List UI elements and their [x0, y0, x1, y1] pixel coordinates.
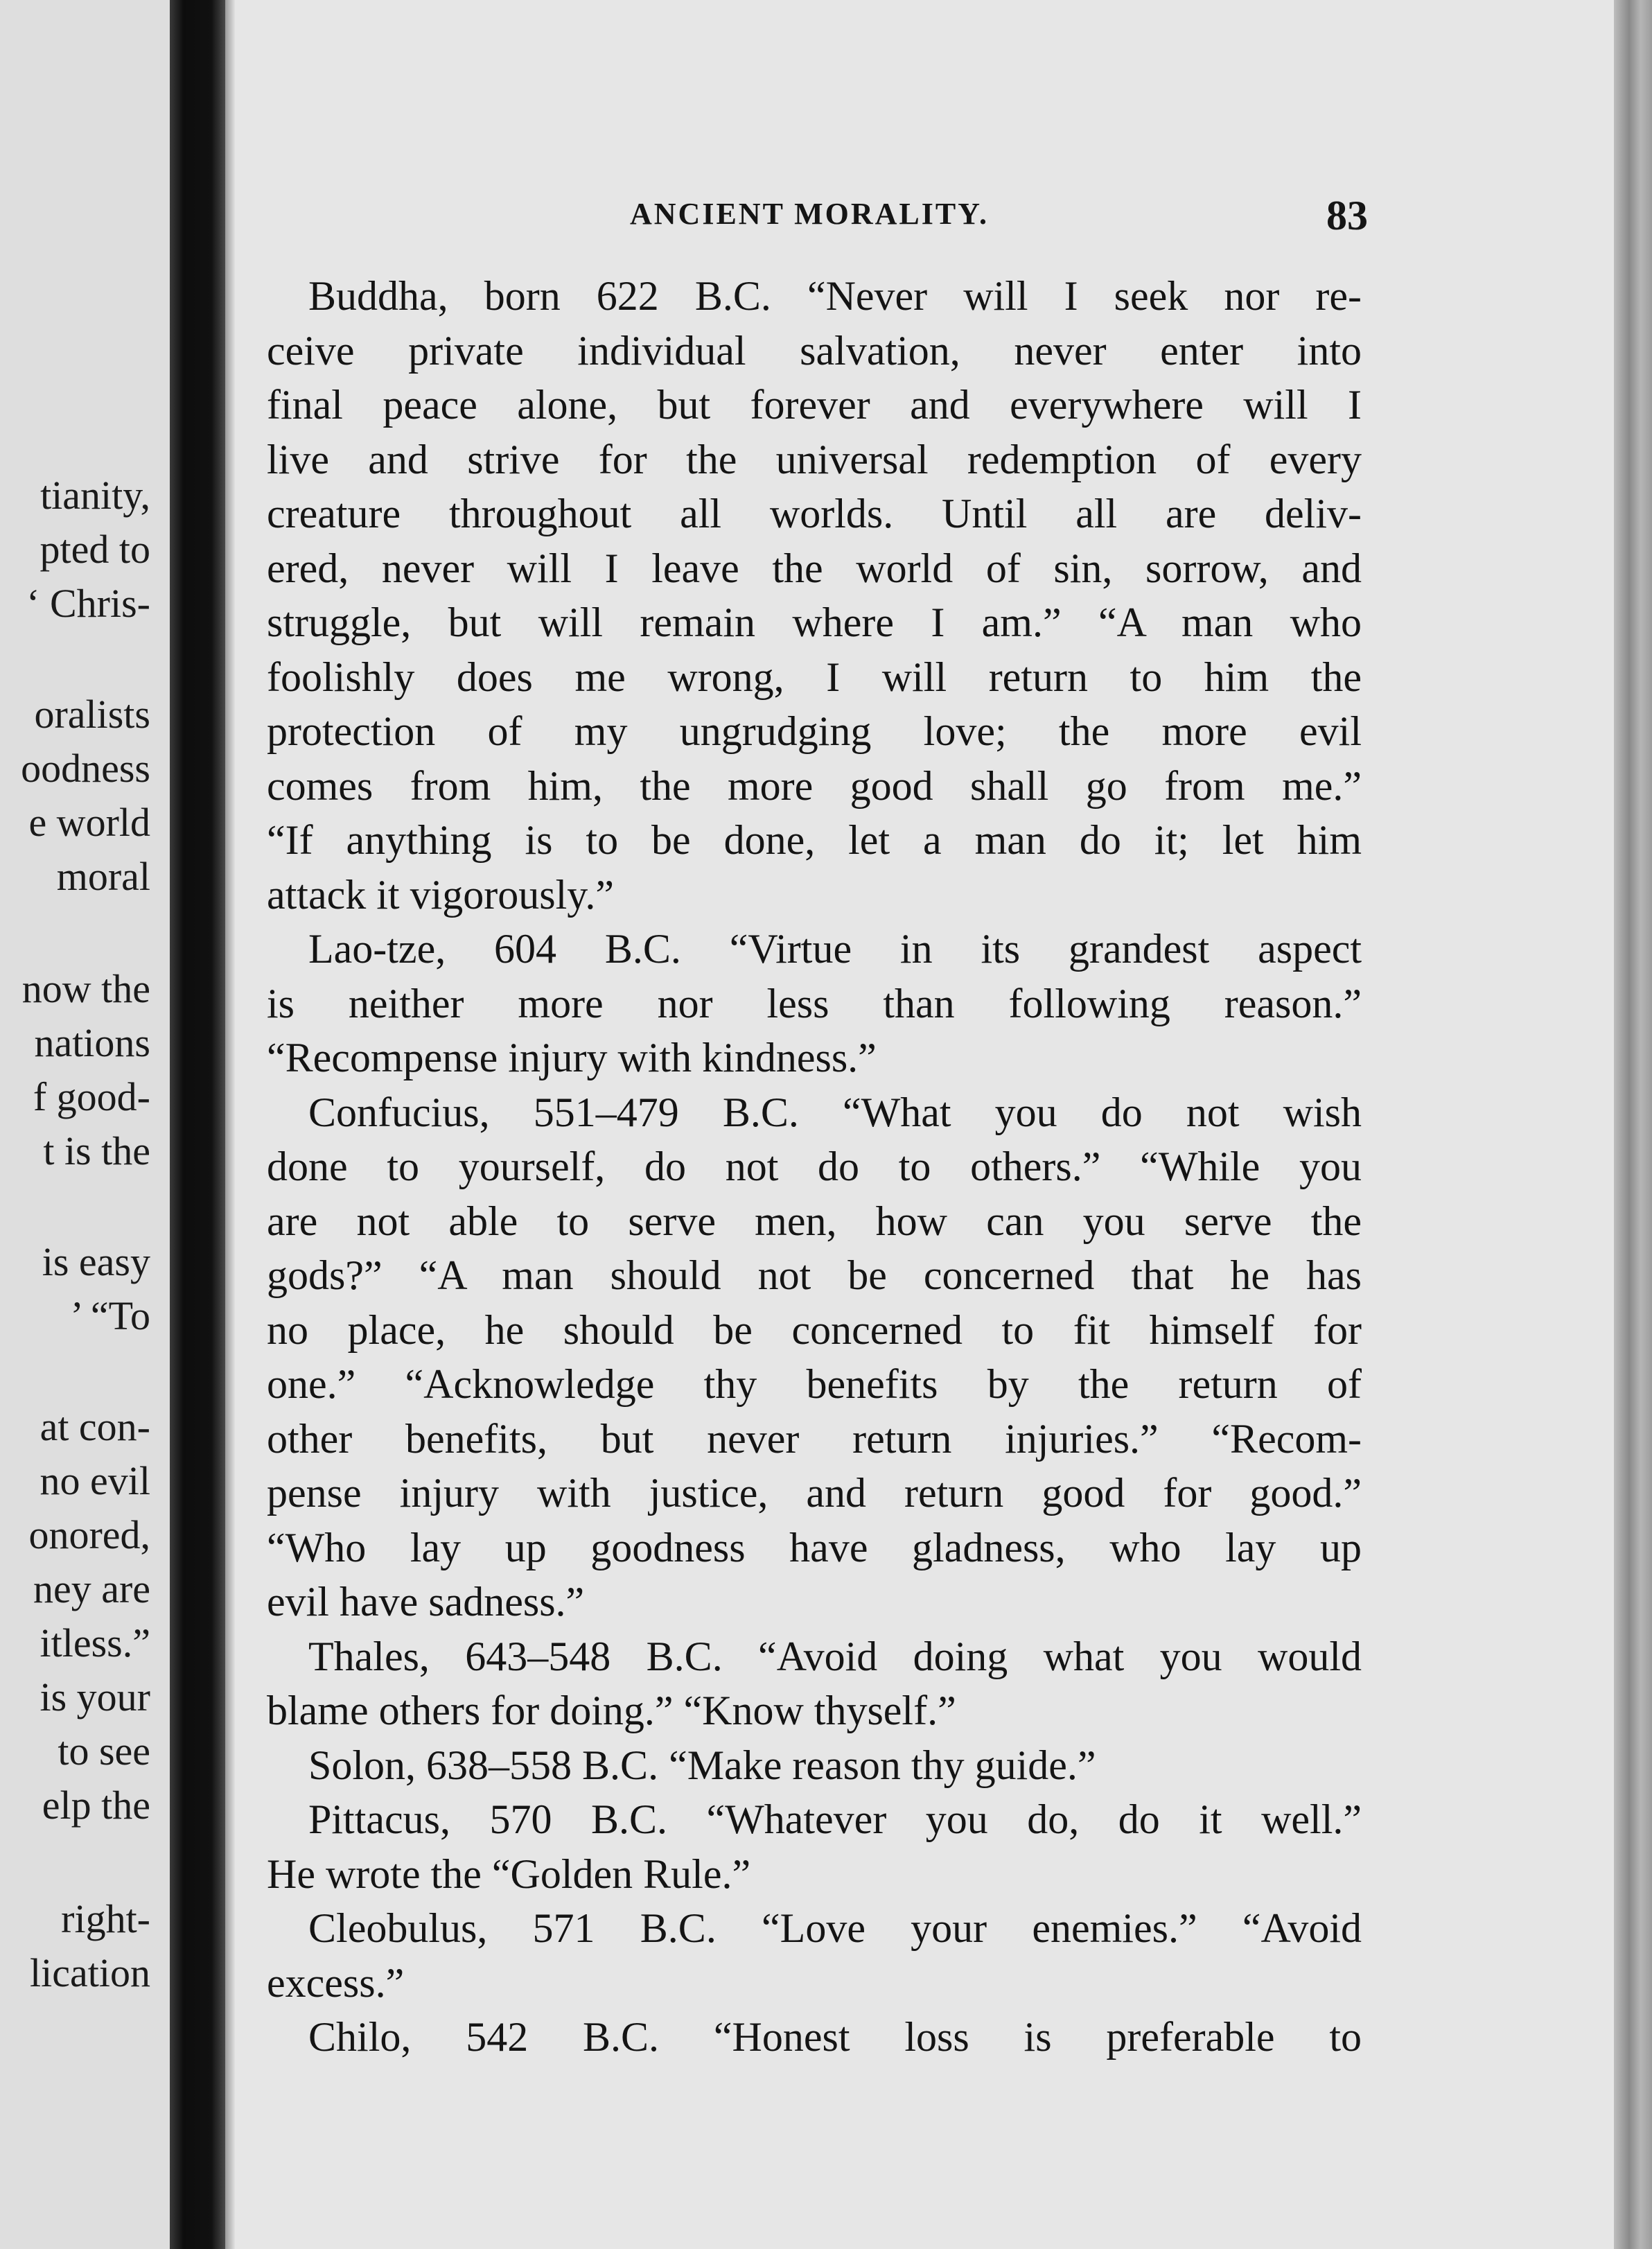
text-line: “Recompense injury with kindness.” [267, 1035, 877, 1080]
text-line: are not able to serve men, how can you serve the [267, 1198, 1362, 1244]
text-line: Solon, 638–558 B.C. “Make reason thy guide.” [308, 1742, 1096, 1788]
text-line: Cleobulus, 571 B.C. “Love your enemies.” “Avoid [308, 1905, 1362, 1951]
text-line: Buddha, born 622 B.C. “Never will I seek nor re- [308, 273, 1362, 319]
left-page-line: right- [61, 1896, 150, 1941]
left-page-line: t is the [43, 1128, 150, 1173]
text-line: final peace alone, but forever and everywhere will I [267, 382, 1362, 428]
left-page-line: ney are [33, 1566, 150, 1611]
text-line: done to yourself, do not do to others.” “While you [267, 1144, 1362, 1189]
text-line: comes from him, the more good shall go from me.” [267, 762, 1362, 809]
text-line: Confucius, 551–479 B.C. “What you do not wish [308, 1089, 1362, 1135]
left-page-line: oodness [21, 746, 150, 791]
left-page-line: oralists [34, 692, 150, 737]
gutter-shadow [225, 0, 235, 2249]
text-line: attack it vigorously.” [267, 871, 614, 918]
text-line: creature throughout all worlds. Until all are deliv- [267, 491, 1362, 536]
text-line: ered, never will I leave the world of sin, sorrow, and [267, 545, 1362, 591]
left-page-line: at con- [39, 1404, 150, 1449]
left-page-line: tianity, [40, 473, 150, 518]
left-page-line: onored, [28, 1512, 150, 1557]
text-line: is neither more nor less than following reason.” [267, 980, 1362, 1026]
page-edge [1614, 0, 1652, 2249]
text-line: other benefits, but never return injuries.” “Recom- [267, 1415, 1362, 1462]
book-gutter [170, 0, 225, 2249]
text-line: gods?” “A man should not be concerned that he has [267, 1252, 1362, 1298]
left-page-line: to see [58, 1729, 150, 1774]
text-line: ceive private individual salvation, never enter into [267, 327, 1362, 374]
text-line: live and strive for the universal redemption of every [267, 436, 1362, 482]
left-page-line: no evil [39, 1458, 150, 1503]
text-line: struggle, but will remain where I am.” “A man who [267, 600, 1362, 645]
left-page-line: elp the [42, 1783, 150, 1828]
text-line: protection of my ungrudging love; the more evil [267, 708, 1362, 754]
left-page-line: e world [28, 800, 150, 845]
text-line: Chilo, 542 B.C. “Honest loss is preferable to [308, 2014, 1362, 2060]
text-line: Thales, 643–548 B.C. “Avoid doing what you would [308, 1633, 1362, 1679]
text-line: blame others for doing.” “Know thyself.” [267, 1688, 956, 1733]
body-text [267, 269, 1362, 2065]
left-facing-page [0, 0, 170, 2249]
left-page-line: lication [30, 1950, 150, 1995]
page-number: 83 [1326, 193, 1368, 238]
running-head: ANCIENT MORALITY. [630, 197, 989, 231]
text-line: no place, he should be concerned to fit himself for [267, 1306, 1362, 1353]
left-page-line: now the [21, 966, 150, 1011]
left-page-line: moral [56, 854, 150, 899]
text-line: pense injury with justice, and return good for good.” [267, 1470, 1362, 1516]
text-line: foolishly does me wrong, I will return to him the [267, 654, 1362, 700]
text-line: one.” “Acknowledge thy benefits by the return of [267, 1361, 1362, 1407]
left-page-line: ’ “To [70, 1293, 150, 1338]
text-line: excess.” [267, 1959, 405, 2006]
text-line: Lao-tze, 604 B.C. “Virtue in its grandest aspect [308, 926, 1362, 972]
text-line: “If anything is to be done, let a man do it; let him [267, 817, 1362, 863]
left-page-line: nations [34, 1020, 150, 1065]
text-line: “Who lay up goodness have gladness, who lay up [267, 1524, 1362, 1570]
text-line: evil have sadness.” [267, 1579, 585, 1625]
left-page-line: is your [39, 1674, 150, 1719]
text-line: Pittacus, 570 B.C. “Whatever you do, do it well.” [308, 1796, 1362, 1842]
left-page-line: pted to [39, 527, 150, 572]
left-page-line: itless.” [39, 1620, 150, 1665]
left-page-line: is easy [42, 1239, 150, 1284]
text-line: He wrote the “Golden Rule.” [267, 1850, 751, 1897]
left-page-line: f good- [33, 1074, 150, 1119]
left-page-line: ‘ Chris- [26, 581, 150, 626]
